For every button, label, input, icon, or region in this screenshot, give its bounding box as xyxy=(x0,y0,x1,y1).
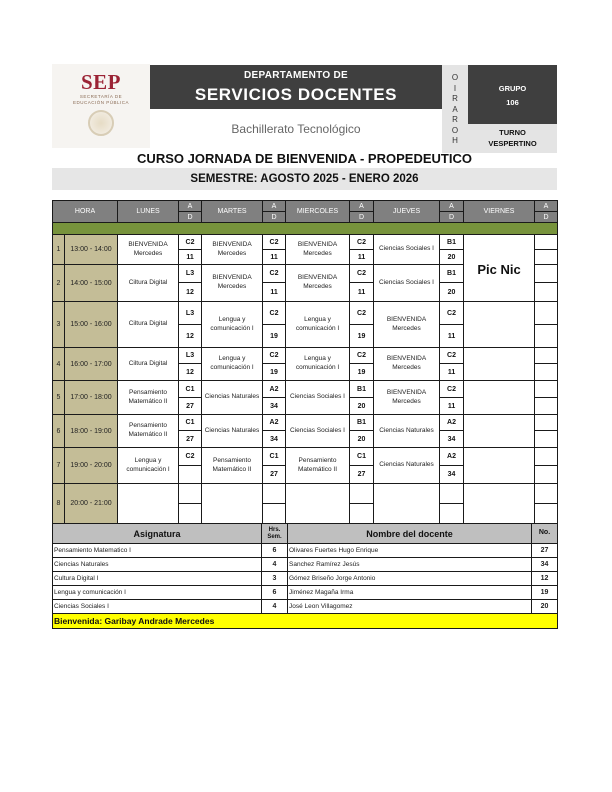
class-lunes: Lengua y comunicación I xyxy=(118,448,179,484)
col-header-a: A xyxy=(440,201,464,212)
col-header-jueves: JUEVES xyxy=(374,201,440,223)
classroom-code xyxy=(535,484,558,504)
weekly-hours: 4 xyxy=(262,558,288,572)
time-slot: 17:00 - 18:00 xyxy=(65,381,118,415)
classroom-code xyxy=(535,235,558,250)
teacher-number: 11 xyxy=(350,283,374,302)
col-header-miercoles: MIERCOLES xyxy=(286,201,350,223)
teacher-number: 34 xyxy=(440,431,464,448)
col-header-a: A xyxy=(535,201,558,212)
teacher-number: 19 xyxy=(263,364,286,381)
class-lunes: Ciltura Digital xyxy=(118,302,179,348)
grupo-value: 106 xyxy=(506,98,519,107)
time-slot: 15:00 - 16:00 xyxy=(65,302,118,348)
classroom-code: C2 xyxy=(440,381,464,398)
class-jueves: Ciencias Naturales xyxy=(374,415,440,448)
classroom-code: A2 xyxy=(263,415,286,431)
class-martes: Pensamiento Matemático II xyxy=(202,448,263,484)
classroom-code: B1 xyxy=(350,381,374,398)
schedule-row xyxy=(53,484,558,504)
classroom-code xyxy=(179,484,202,504)
col-header-viernes: VIERNES xyxy=(464,201,535,223)
legend-header-no: No. xyxy=(532,524,558,544)
col-header-lunes: LUNES xyxy=(118,201,179,223)
teacher-number: 11 xyxy=(440,325,464,348)
legend-header-hrs xyxy=(262,524,288,544)
classroom-code: C2 xyxy=(440,302,464,325)
department-banner xyxy=(150,65,442,109)
class-lunes: Ciltura Digital xyxy=(118,348,179,381)
classroom-code: L3 xyxy=(179,302,202,325)
subjects-teachers-table xyxy=(52,523,558,629)
green-separator-band xyxy=(53,223,558,235)
schedule-row xyxy=(53,415,558,431)
teacher-name: Olivares Fuertes Hugo Enrique xyxy=(288,544,532,558)
teacher-number: 20 xyxy=(532,600,558,614)
schedule-row xyxy=(53,381,558,398)
department-line-1: DEPARTAMENTO DE xyxy=(244,70,348,81)
class-miercoles xyxy=(286,484,350,524)
logo-title: SEP xyxy=(80,70,121,94)
horario-letter: R xyxy=(452,115,458,124)
teacher-number: 11 xyxy=(263,283,286,302)
legend-row xyxy=(53,558,558,572)
class-lunes: Pensamiento Matemático II xyxy=(118,381,179,415)
time-slot: 16:00 - 17:00 xyxy=(65,348,118,381)
teacher-number: 34 xyxy=(440,466,464,484)
schedule-row xyxy=(53,448,558,466)
class-miercoles: BIENVENIDA Mercedes xyxy=(286,265,350,302)
classroom-code xyxy=(535,348,558,364)
class-miercoles: Pensamiento Matemático II xyxy=(286,448,350,484)
class-jueves: BIENVENIDA Mercedes xyxy=(374,302,440,348)
teacher-number: 19 xyxy=(263,325,286,348)
weekly-hours: 4 xyxy=(262,600,288,614)
classroom-code xyxy=(350,484,374,504)
subject-name: Ciencias Sociales I xyxy=(53,600,262,614)
class-miercoles: BIENVENIDA Mercedes xyxy=(286,235,350,265)
class-lunes: Pensamiento Matemático II xyxy=(118,415,179,448)
class-martes: BIENVENIDA Mercedes xyxy=(202,265,263,302)
classroom-code: C2 xyxy=(350,348,374,364)
subject-name: Cultura Digital I xyxy=(53,572,262,586)
legend-row xyxy=(53,544,558,558)
class-martes: Lengua y comunicación I xyxy=(202,302,263,348)
teacher-number: 19 xyxy=(532,586,558,600)
horario-letter: R xyxy=(452,94,458,103)
classroom-code: C1 xyxy=(350,448,374,466)
teacher-number: 11 xyxy=(263,250,286,265)
teacher-name: Sanchez Ramírez Jesús xyxy=(288,558,532,572)
classroom-code: C1 xyxy=(179,415,202,431)
class-jueves: BIENVENIDA Mercedes xyxy=(374,381,440,415)
col-header-a: A xyxy=(350,201,374,212)
classroom-code: C2 xyxy=(350,265,374,283)
horario-letter: I xyxy=(453,83,457,93)
row-number: 6 xyxy=(53,415,65,448)
classroom-code: C2 xyxy=(179,235,202,250)
class-martes xyxy=(202,484,263,524)
teacher-number: 11 xyxy=(350,250,374,265)
teacher-name: José Leon Villagomez xyxy=(288,600,532,614)
time-slot: 14:00 - 15:00 xyxy=(65,265,118,302)
legend-row xyxy=(53,600,558,614)
teacher-number: 27 xyxy=(263,466,286,484)
classroom-code: C1 xyxy=(263,448,286,466)
class-viernes xyxy=(464,484,535,524)
teacher-number xyxy=(535,283,558,302)
weekly-hours: 6 xyxy=(262,586,288,600)
teacher-number: 12 xyxy=(532,572,558,586)
teacher-number xyxy=(535,504,558,524)
teacher-number xyxy=(535,364,558,381)
time-slot: 20:00 - 21:00 xyxy=(65,484,118,524)
turno-box xyxy=(468,124,557,153)
hrs-line-2: Sem. xyxy=(267,533,282,540)
horario-vertical-label xyxy=(442,65,468,153)
row-number: 4 xyxy=(53,348,65,381)
teacher-number: 20 xyxy=(440,250,464,265)
semester-banner xyxy=(52,168,557,190)
classroom-code: A2 xyxy=(263,381,286,398)
class-lunes xyxy=(118,484,179,524)
schedule-row xyxy=(53,348,558,364)
classroom-code: C2 xyxy=(350,235,374,250)
horario-letter: A xyxy=(452,104,458,114)
teacher-number xyxy=(179,466,202,484)
turno-value: VESPERTINO xyxy=(488,139,537,148)
teacher-number: 20 xyxy=(350,398,374,415)
class-viernes xyxy=(464,348,535,381)
classroom-code: B1 xyxy=(350,415,374,431)
class-miercoles: Lengua y comunicación I xyxy=(286,348,350,381)
col-header-d: D xyxy=(179,212,202,223)
grupo-label: GRUPO xyxy=(498,84,527,93)
class-viernes xyxy=(464,448,535,484)
classroom-code: C2 xyxy=(350,302,374,325)
teacher-number: 27 xyxy=(350,466,374,484)
class-viernes: Pic Nic xyxy=(464,235,535,302)
teacher-number: 20 xyxy=(440,283,464,302)
class-miercoles: Ciencias Sociales I xyxy=(286,381,350,415)
subject-name: Pensamiento Matematico I xyxy=(53,544,262,558)
horario-letter: H xyxy=(452,136,458,145)
subject-name: Ciencias Naturales xyxy=(53,558,262,572)
hrs-line-1: Hrs. xyxy=(268,526,281,533)
teacher-number: 19 xyxy=(350,325,374,348)
class-martes: Lengua y comunicación I xyxy=(202,348,263,381)
teacher-number: 34 xyxy=(263,431,286,448)
horario-letter: O xyxy=(451,73,459,82)
class-lunes: BIENVENIDA Mercedes xyxy=(118,235,179,265)
teacher-number xyxy=(440,504,464,524)
class-jueves: Ciencias Naturales xyxy=(374,448,440,484)
col-header-a: A xyxy=(263,201,286,212)
classroom-code xyxy=(263,484,286,504)
col-header-d: D xyxy=(535,212,558,223)
classroom-code: C2 xyxy=(440,348,464,364)
teacher-number xyxy=(179,504,202,524)
row-number: 5 xyxy=(53,381,65,415)
grupo-box xyxy=(468,65,557,124)
class-miercoles: Ciencias Sociales I xyxy=(286,415,350,448)
class-martes: BIENVENIDA Mercedes xyxy=(202,235,263,265)
col-header-d: D xyxy=(263,212,286,223)
teacher-number: 27 xyxy=(532,544,558,558)
row-number: 2 xyxy=(53,265,65,302)
weekly-hours: 6 xyxy=(262,544,288,558)
teacher-number: 27 xyxy=(179,431,202,448)
class-viernes xyxy=(464,381,535,415)
logo-subtitle-1: SECRETARÍA DE xyxy=(79,94,123,99)
teacher-name: Jiménez Magaña Irma xyxy=(288,586,532,600)
teacher-number: 12 xyxy=(179,364,202,381)
schedule-row xyxy=(53,235,558,250)
classroom-code xyxy=(535,302,558,325)
semester-text: SEMESTRE: AGOSTO 2025 - ENERO 2026 xyxy=(190,173,419,185)
time-slot: 18:00 - 19:00 xyxy=(65,415,118,448)
schedule-row xyxy=(53,302,558,325)
classroom-code: C2 xyxy=(263,265,286,283)
teacher-number xyxy=(263,504,286,524)
class-jueves: Ciencias Sociales I xyxy=(374,235,440,265)
classroom-code: L3 xyxy=(179,265,202,283)
subject-name: Lengua y comunicación I xyxy=(53,586,262,600)
legend-row xyxy=(53,586,558,600)
teacher-number: 34 xyxy=(532,558,558,572)
teacher-number: 12 xyxy=(179,283,202,302)
classroom-code: A2 xyxy=(440,415,464,431)
national-seal-icon xyxy=(88,110,114,136)
row-number: 8 xyxy=(53,484,65,524)
class-miercoles: Lengua y comunicación I xyxy=(286,302,350,348)
teacher-number: 19 xyxy=(350,364,374,381)
classroom-code xyxy=(440,484,464,504)
classroom-code: L3 xyxy=(179,348,202,364)
col-header-a: A xyxy=(179,201,202,212)
schedule-table xyxy=(52,200,558,524)
col-header-hora: HORA xyxy=(53,201,118,223)
class-martes: Ciencias Naturales xyxy=(202,381,263,415)
classroom-code xyxy=(535,448,558,466)
class-lunes: Ciltura Digital xyxy=(118,265,179,302)
classroom-code: B1 xyxy=(440,265,464,283)
turno-label: TURNO xyxy=(499,128,526,137)
col-header-d: D xyxy=(440,212,464,223)
horario-letter: O xyxy=(451,125,459,135)
legend-header-asignatura: Asignatura xyxy=(53,524,262,544)
classroom-code: A2 xyxy=(440,448,464,466)
classroom-code: C2 xyxy=(263,302,286,325)
weekly-hours: 3 xyxy=(262,572,288,586)
col-header-d: D xyxy=(350,212,374,223)
classroom-code xyxy=(535,415,558,431)
teacher-number xyxy=(350,504,374,524)
teacher-number xyxy=(535,398,558,415)
teacher-name: Gómez Briseño Jorge Antonio xyxy=(288,572,532,586)
classroom-code xyxy=(535,381,558,398)
time-slot: 19:00 - 20:00 xyxy=(65,448,118,484)
row-number: 3 xyxy=(53,302,65,348)
teacher-number: 20 xyxy=(350,431,374,448)
class-martes: Ciencias Naturales xyxy=(202,415,263,448)
class-jueves: Ciencias Sociales I xyxy=(374,265,440,302)
department-line-2: SERVICIOS DOCENTES xyxy=(194,85,398,104)
teacher-number xyxy=(535,431,558,448)
teacher-number: 11 xyxy=(440,364,464,381)
classroom-code: C2 xyxy=(179,448,202,466)
time-slot: 13:00 - 14:00 xyxy=(65,235,118,265)
welcome-coordinator: Bienvenida: Garibay Andrade Mercedes xyxy=(53,614,558,629)
teacher-number: 11 xyxy=(179,250,202,265)
legend-header-docente: Nombre del docente xyxy=(288,524,532,544)
teacher-number xyxy=(535,325,558,348)
sep-logo xyxy=(52,64,150,148)
teacher-number: 34 xyxy=(263,398,286,415)
legend-row xyxy=(53,572,558,586)
col-header-martes: MARTES xyxy=(202,201,263,223)
class-viernes xyxy=(464,415,535,448)
course-title: CURSO JORNADA DE BIENVENIDA - PROPEDEUTICO xyxy=(137,151,472,166)
teacher-number: 27 xyxy=(179,398,202,415)
class-jueves: BIENVENIDA Mercedes xyxy=(374,348,440,381)
logo-subtitle-2: EDUCACIÓN PÚBLICA xyxy=(72,100,129,105)
teacher-number: 12 xyxy=(179,325,202,348)
class-viernes xyxy=(464,302,535,348)
classroom-code xyxy=(535,265,558,283)
program-subtitle: Bachillerato Tecnológico xyxy=(231,122,361,136)
classroom-code: B1 xyxy=(440,235,464,250)
classroom-code: C1 xyxy=(179,381,202,398)
teacher-number xyxy=(535,466,558,484)
classroom-code: C2 xyxy=(263,348,286,364)
teacher-number: 11 xyxy=(440,398,464,415)
class-jueves xyxy=(374,484,440,524)
classroom-code: C2 xyxy=(263,235,286,250)
row-number: 7 xyxy=(53,448,65,484)
row-number: 1 xyxy=(53,235,65,265)
teacher-number xyxy=(535,250,558,265)
welcome-footer-row xyxy=(53,614,558,629)
